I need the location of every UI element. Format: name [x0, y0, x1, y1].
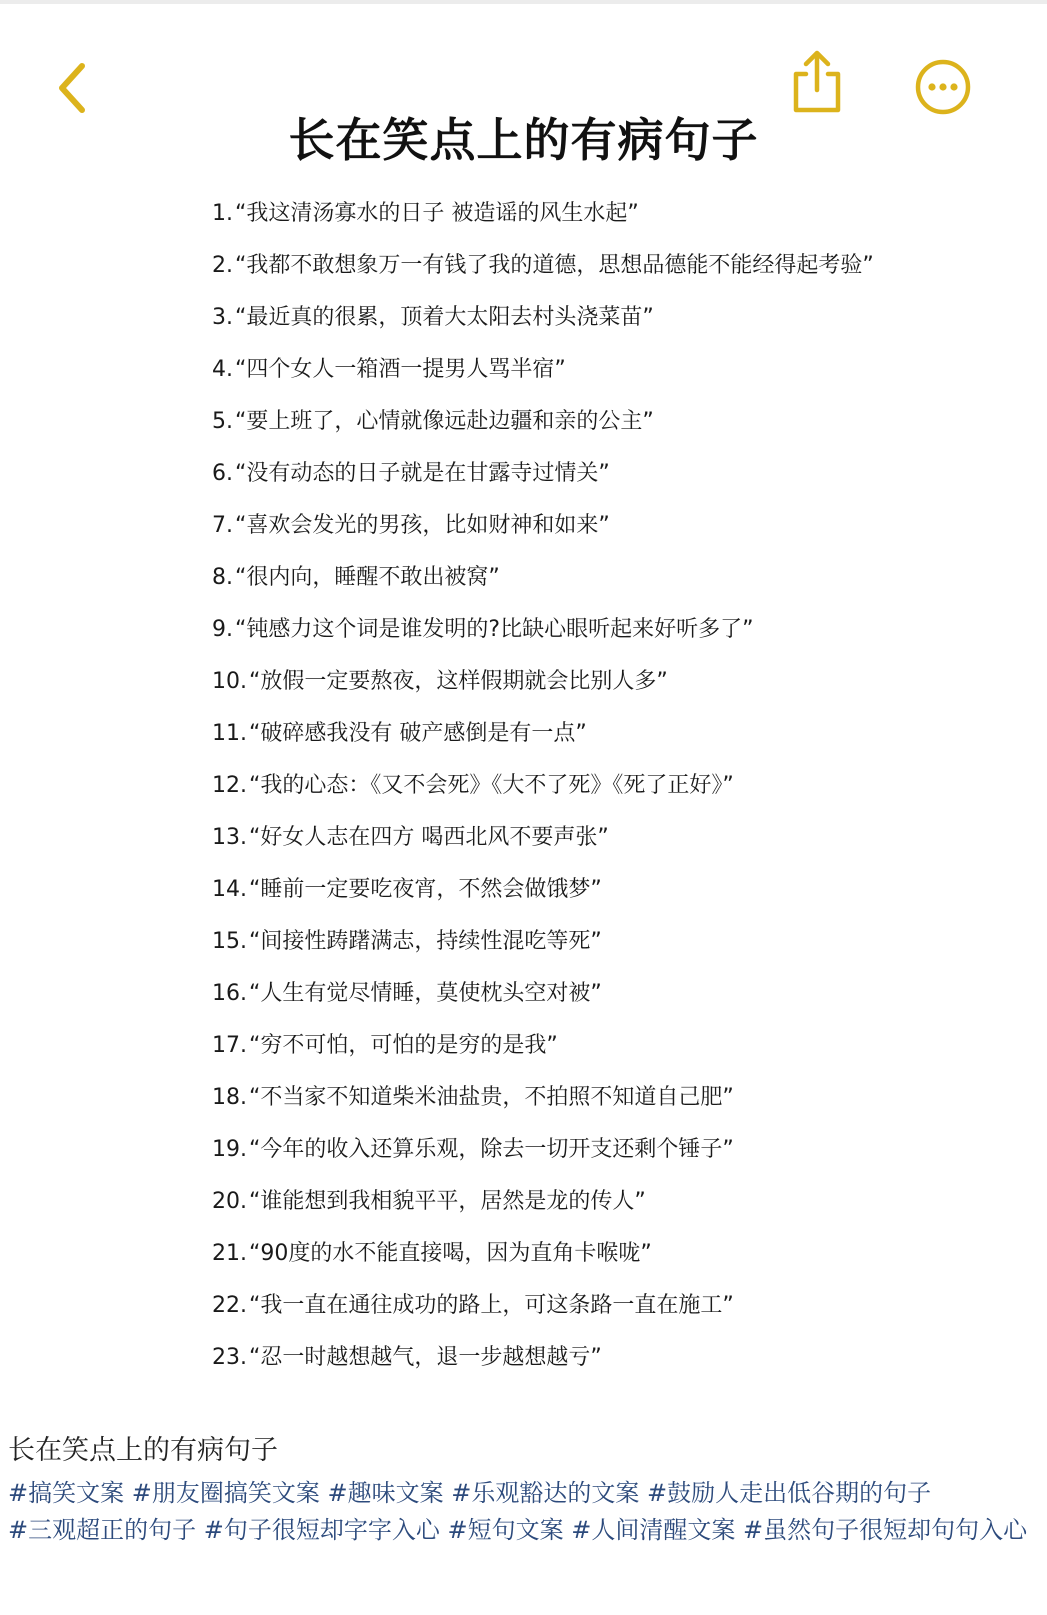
quote-text: “90度的水不能直接喝，因为直角卡喉咙”	[249, 1241, 652, 1266]
quote-number: 3.	[212, 305, 233, 330]
quote-text: “钝感力这个词是谁发明的?比缺心眼听起来好听多了”	[235, 617, 754, 642]
quote-text: “人生有觉尽情睡，莫使枕头空对被”	[249, 981, 602, 1006]
quote-item	[212, 448, 874, 500]
quote-number: 13.	[212, 825, 247, 850]
quote-number: 16.	[212, 981, 247, 1006]
quote-text: “我一直在通往成功的路上，可这条路一直在施工”	[249, 1293, 734, 1318]
hashtag-link[interactable]: #趣味文案	[327, 1479, 444, 1507]
top-divider	[0, 0, 1047, 4]
quote-item	[212, 864, 874, 916]
quote-number: 9.	[212, 617, 233, 642]
quote-number: 11.	[212, 721, 247, 746]
quote-item	[212, 604, 874, 656]
quote-number: 1.	[212, 201, 233, 226]
quote-number: 22.	[212, 1293, 247, 1318]
quote-text: “喜欢会发光的男孩，比如财神和如来”	[235, 513, 610, 538]
hashtag-link[interactable]: #朋友圈搞笑文案	[131, 1479, 320, 1507]
quote-number: 4.	[212, 357, 233, 382]
quote-text: “谁能想到我相貌平平，居然是龙的传人”	[249, 1189, 646, 1214]
quote-item	[212, 760, 874, 812]
caption-title: 长在笑点上的有病句子	[8, 1435, 278, 1466]
quote-text: “很内向，睡醒不敢出被窝”	[235, 565, 500, 590]
hashtag-list	[8, 1475, 1038, 1549]
quote-item	[212, 1228, 874, 1280]
quote-text: “睡前一定要吃夜宵，不然会做饿梦”	[249, 877, 602, 902]
quote-item	[212, 916, 874, 968]
quote-text: “我都不敢想象万一有钱了我的道德，思想品德能不能经得起考验”	[235, 253, 874, 278]
quote-number: 10.	[212, 669, 247, 694]
quote-text: “四个女人一箱酒一提男人骂半宿”	[235, 357, 566, 382]
hashtag-link[interactable]: #鼓励人走出低谷期的句子	[647, 1479, 932, 1507]
quote-item	[212, 396, 874, 448]
quote-text: “破碎感我没有 破产感倒是有一点”	[249, 721, 587, 746]
quote-text: “穷不可怕，可怕的是穷的是我”	[249, 1033, 558, 1058]
hashtag-link[interactable]: #搞笑文案	[8, 1479, 125, 1507]
quote-item	[212, 1332, 874, 1384]
quote-text: “放假一定要熬夜，这样假期就会比别人多”	[249, 669, 668, 694]
quote-text: “我的心态：《又不会死》《大不了死》《死了正好》”	[249, 773, 734, 798]
quote-number: 18.	[212, 1085, 247, 1110]
quote-number: 7.	[212, 513, 233, 538]
quote-text: “间接性踌躇满志，持续性混吃等死”	[249, 929, 602, 954]
quote-number: 21.	[212, 1241, 247, 1266]
quote-item	[212, 1072, 874, 1124]
hashtag-link[interactable]: #三观超正的句子	[8, 1516, 197, 1544]
quote-number: 19.	[212, 1137, 247, 1162]
quote-item	[212, 708, 874, 760]
quote-text: “不当家不知道柴米油盐贵，不拍照不知道自己肥”	[249, 1085, 734, 1110]
hashtag-link[interactable]: #乐观豁达的文案	[451, 1479, 640, 1507]
quote-number: 20.	[212, 1189, 247, 1214]
quote-number: 2.	[212, 253, 233, 278]
quote-item	[212, 552, 874, 604]
hashtag-link[interactable]: #虽然句子很短却句句入心	[743, 1516, 1028, 1544]
quote-item	[212, 240, 874, 292]
note-title: 长在笑点上的有病句子	[288, 113, 759, 167]
quote-item	[212, 1124, 874, 1176]
quote-number: 12.	[212, 773, 247, 798]
hashtag-link[interactable]: #句子很短却字字入心	[203, 1516, 440, 1544]
quote-number: 14.	[212, 877, 247, 902]
quote-text: “最近真的很累，顶着大太阳去村头浇菜苗”	[235, 305, 654, 330]
hashtag-link[interactable]: #短句文案	[447, 1516, 564, 1544]
hashtag-link[interactable]: #人间清醒文案	[571, 1516, 736, 1544]
quote-item	[212, 968, 874, 1020]
quote-text: “忍一时越想越气，退一步越想越亏”	[249, 1345, 602, 1370]
quote-number: 8.	[212, 565, 233, 590]
quote-text: “今年的收入还算乐观，除去一切开支还剩个锤子”	[249, 1137, 734, 1162]
quote-item	[212, 188, 874, 240]
quote-text: “没有动态的日子就是在甘露寺过情关”	[235, 461, 610, 486]
quote-number: 23.	[212, 1345, 247, 1370]
quote-item	[212, 344, 874, 396]
quote-number: 17.	[212, 1033, 247, 1058]
quote-list	[212, 188, 874, 1384]
quote-item	[212, 812, 874, 864]
quote-number: 6.	[212, 461, 233, 486]
quote-item	[212, 500, 874, 552]
quote-item	[212, 1280, 874, 1332]
quote-number: 5.	[212, 409, 233, 434]
quote-item	[212, 292, 874, 344]
quote-item	[212, 1020, 874, 1072]
quote-text: “要上班了，心情就像远赴边疆和亲的公主”	[235, 409, 654, 434]
quote-text: “我这清汤寡水的日子 被造谣的风生水起”	[235, 201, 639, 226]
quote-number: 15.	[212, 929, 247, 954]
quote-item	[212, 656, 874, 708]
quote-item	[212, 1176, 874, 1228]
quote-text: “好女人志在四方 喝西北风不要声张”	[249, 825, 609, 850]
